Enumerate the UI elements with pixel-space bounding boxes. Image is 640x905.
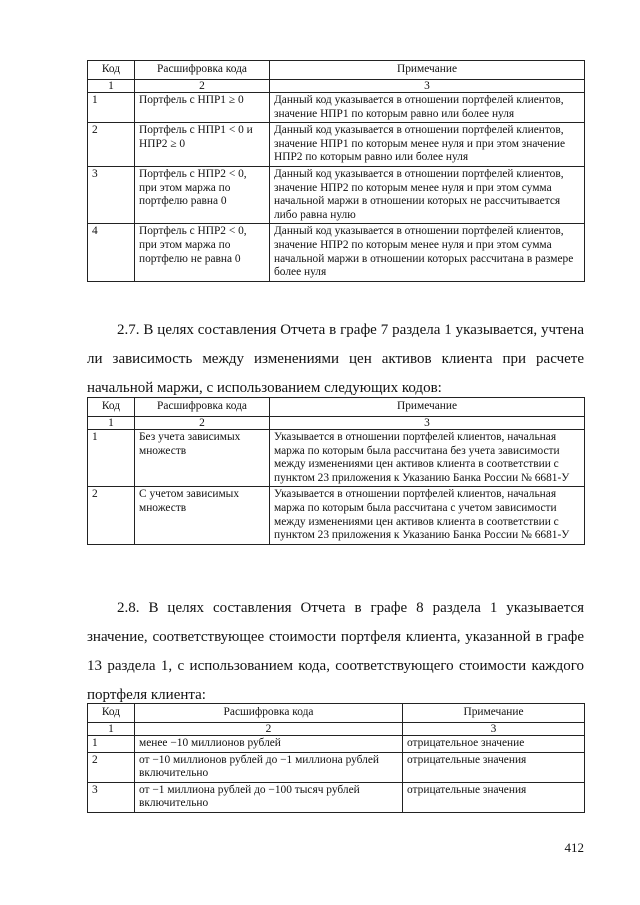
paragraph-2-7 (87, 316, 584, 403)
row-note: Данный код указывается в отношении портфелей клиентов, значение НПР1 по которым менее нуля и при этом значение НПР2 по которым равно или более нуля (270, 123, 585, 167)
table-header-row (88, 704, 585, 723)
table-column-numbers-row (88, 417, 585, 430)
column-number: 1 (88, 417, 135, 430)
header-note: Примечание (403, 704, 585, 723)
column-number: 2 (135, 417, 270, 430)
row-note: отрицательные значения (403, 752, 585, 782)
row-note: отрицательное значение (403, 736, 585, 753)
table-dependency-codes (87, 397, 585, 545)
header-code: Код (88, 704, 135, 723)
row-description: Портфель с НПР2 < 0, при этом маржа по портфелю не равна 0 (135, 224, 270, 281)
header-description: Расшифровка кода (135, 704, 403, 723)
paragraph-2-8 (87, 594, 584, 710)
table-column-numbers-row (88, 723, 585, 736)
table-header-row (88, 398, 585, 417)
row-code: 4 (88, 224, 135, 281)
paragraph-2-7-text: 2.7. В целях составления Отчета в графе 7 раздела 1 указывается, учтена ли зависимость между изменениями цен активов клиента при расчете начальной маржи, с использованием следующих кодов: (87, 322, 584, 396)
row-note: Данный код указывается в отношении портфелей клиентов, значение НПР2 по которым менее нуля и при этом сумма начальной маржи в отношении которых рассчитана в размере более нуля (270, 224, 585, 281)
row-code: 3 (88, 782, 135, 812)
table-column-numbers-row (88, 80, 585, 93)
row-note: Указывается в отношении портфелей клиентов, начальная маржа по которым была рассчитана без учета зависимости между изменениями цен активов клиента в соответствии с пунктом 23 приложения к Указанию Банка России № 6681-У (270, 430, 585, 487)
column-number: 3 (270, 80, 585, 93)
table-portfolio-value-codes (87, 703, 585, 813)
row-description: Без учета зависимых множеств (135, 430, 270, 487)
table-row (88, 224, 585, 281)
row-code: 2 (88, 752, 135, 782)
table-row (88, 123, 585, 167)
row-note: Данный код указывается в отношении портфелей клиентов, значение НПР1 по которым равно или более нуля (270, 93, 585, 123)
row-description: Портфель с НПР2 < 0, при этом маржа по портфелю равна 0 (135, 166, 270, 223)
row-code: 1 (88, 736, 135, 753)
row-code: 2 (88, 123, 135, 167)
column-number: 3 (270, 417, 585, 430)
header-code: Код (88, 398, 135, 417)
table-row (88, 166, 585, 223)
row-note: отрицательные значения (403, 782, 585, 812)
column-number: 1 (88, 723, 135, 736)
row-description: С учетом зависимых множеств (135, 487, 270, 544)
row-description: менее −10 миллионов рублей (135, 736, 403, 753)
table-header-row (88, 61, 585, 80)
row-description: от −10 миллионов рублей до −1 миллиона рублей включительно (135, 752, 403, 782)
header-note: Примечание (270, 398, 585, 417)
header-description: Расшифровка кода (135, 398, 270, 417)
table-npr-codes (87, 60, 585, 282)
paragraph-2-8-text: 2.8. В целях составления Отчета в графе 8 раздела 1 указывается значение, соответствующее стоимости портфеля клиента, указанной в графе 13 раздела 1, с использованием кода, соответствующего стоимости каждого портфеля клиента: (87, 600, 584, 703)
row-code: 1 (88, 93, 135, 123)
column-number: 2 (135, 80, 270, 93)
row-note: Данный код указывается в отношении портфелей клиентов, значение НПР2 по которым менее нуля и при этом сумма начальной маржи в отношении которых не рассчитывается либо равна нулю (270, 166, 585, 223)
column-number: 1 (88, 80, 135, 93)
table-row (88, 736, 585, 753)
table-row (88, 430, 585, 487)
row-code: 3 (88, 166, 135, 223)
header-note: Примечание (270, 61, 585, 80)
row-description: Портфель с НПР1 < 0 и НПР2 ≥ 0 (135, 123, 270, 167)
table-row (88, 752, 585, 782)
table-row (88, 487, 585, 544)
page-number: 412 (564, 840, 584, 855)
header-code: Код (88, 61, 135, 80)
header-description: Расшифровка кода (135, 61, 270, 80)
row-note: Указывается в отношении портфелей клиентов, начальная маржа по которым была рассчитана с учетом зависимости между изменениями цен активов клиента в соответствии с пунктом 23 приложения к Указанию Банка России № 6681-У (270, 487, 585, 544)
row-description: Портфель с НПР1 ≥ 0 (135, 93, 270, 123)
row-code: 2 (88, 487, 135, 544)
column-number: 3 (403, 723, 585, 736)
table-row (88, 782, 585, 812)
column-number: 2 (135, 723, 403, 736)
row-description: от −1 миллиона рублей до −100 тысяч рублей включительно (135, 782, 403, 812)
row-code: 1 (88, 430, 135, 487)
table-row (88, 93, 585, 123)
